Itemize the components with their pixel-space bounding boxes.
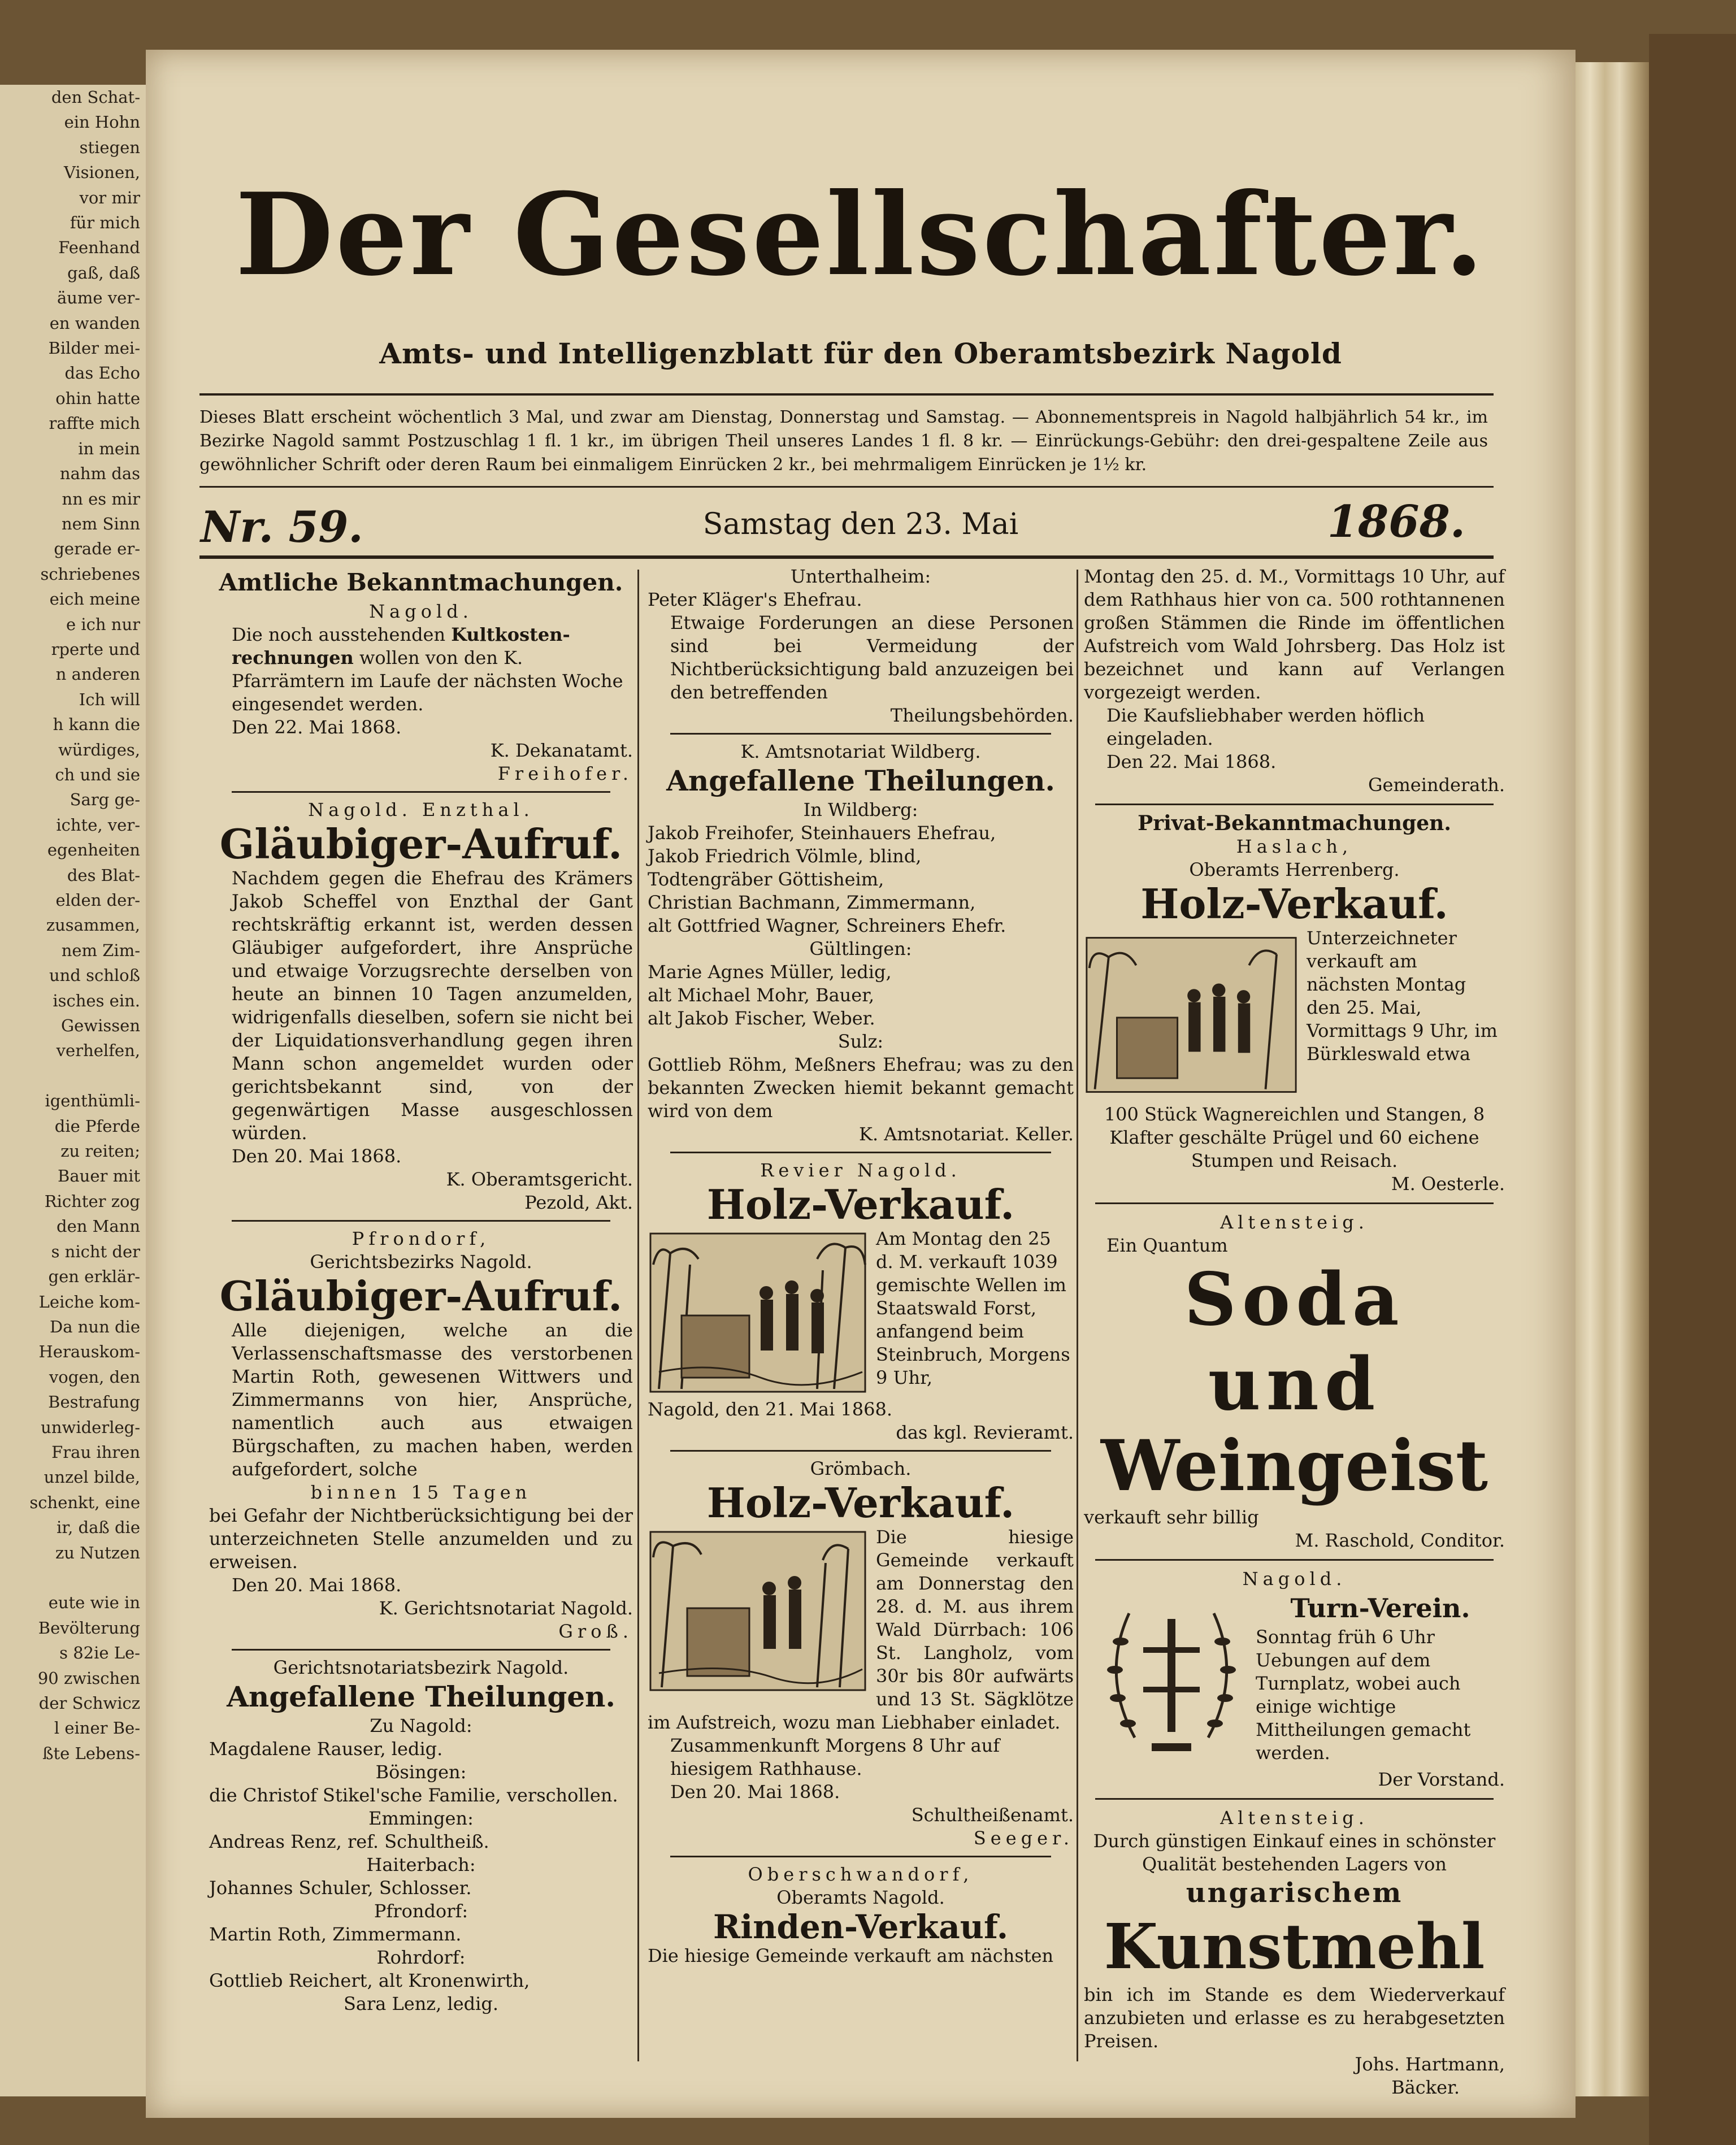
left-page-line: eute wie in	[48, 1593, 140, 1613]
left-page-line: en wanden	[49, 313, 140, 333]
notice-subplace: Sulz:	[837, 1031, 884, 1052]
notice-text: Sonntag früh 6 Uhr Uebungen auf dem Turnplatz, wobei auch einige wichtige Mittheilungen gemacht werden.	[1256, 1626, 1471, 1764]
notice-text: 100 Stück Wagnereichlen und Stangen, 8 Klafter geschälte Prügel und 60 eichene Stumpen und Reisach.	[1104, 1104, 1485, 1171]
list-item: Christian Bachmann, Zimmermann,	[648, 892, 976, 913]
issue-date: Samstag den 23. Mai	[702, 507, 1019, 541]
notice-text: Nachdem gegen die Ehefrau des Krämers Jakob Scheffel von Enzthal der Gant rechtskräftig erkannt ist, werden dessen Gläubiger aufgefordert, ihre Ansprüche und etwaige Vorzugsrechte derselben von heute an binnen 10 Tagen anzumelden, widrigenfalls dieselben, sofern sie nicht bei der Liquidationsverhandlung gegen ihren Mann schon angemeldet wurden oder gerichtsbekannt sind, von der gegenwärtigen Masse ausgeschlossen würden.	[232, 867, 633, 1144]
notice-text: Etwaige Forderungen an diese Personen sind bei Vermeidung der Nichtberücksichtigung bald anzuzeigen bei den betreffenden	[670, 612, 1074, 703]
left-page-line: zusammen,	[46, 915, 140, 935]
notice-office: K. Gerichtsnotariat Nagold.	[379, 1597, 633, 1619]
notice-signature: Freihofer.	[497, 763, 633, 784]
notice-place: Nagold.	[1242, 1568, 1347, 1590]
inheritance-list	[648, 961, 1074, 1030]
list-item: Martin Roth, Zimmermann.	[209, 1923, 462, 1945]
list-item: Todtengräber Göttisheim,	[648, 869, 884, 890]
left-page-line	[0, 1063, 148, 1088]
left-page-line: Ich will	[79, 689, 140, 709]
left-page-line: die Pferde	[54, 1116, 140, 1136]
left-page-line: und schloß	[49, 966, 140, 985]
left-page-line: stiegen	[79, 137, 140, 157]
notice-place: Altensteig.	[1220, 1807, 1369, 1829]
column-3	[1084, 565, 1505, 2099]
notice-deadline: binnen 15 Tagen	[310, 1482, 532, 1503]
woodcut-forest-illustration	[648, 1529, 868, 1693]
ad-headline: Weingeist	[1100, 1425, 1488, 1507]
notice-text: Ein Quantum	[1106, 1235, 1228, 1256]
notice-place: Altensteig.	[1220, 1212, 1369, 1233]
left-page-line: gaß, daß	[67, 263, 140, 283]
notice-place: Revier Nagold.	[760, 1160, 961, 1181]
left-page-line: des Blat-	[67, 865, 140, 885]
list-item: Zu Nagold:	[370, 1715, 472, 1736]
notice-heading: Gläubiger-Aufruf.	[219, 820, 623, 868]
left-page-line: Bilder mei-	[48, 338, 140, 358]
list-item: Gottlieb Reichert, alt Kronenwirth,	[209, 1970, 530, 1991]
notice-office: Schultheißenamt.	[911, 1804, 1074, 1826]
rule-info	[199, 486, 1494, 488]
notice-signature: Groß.	[558, 1621, 633, 1642]
list-item: alt Gottfried Wagner, Schreiners Ehefr.	[648, 915, 1006, 936]
notice-place: Gerichtsnotariatsbezirk Nagold.	[273, 1657, 569, 1678]
list-item: Bösingen:	[375, 1761, 467, 1783]
notice-place: Nagold. Enzthal.	[308, 799, 534, 820]
left-page-line: Da nun die	[49, 1317, 140, 1336]
left-page-line: igenthümli-	[45, 1091, 140, 1111]
notice-signature: M. Oesterle.	[1391, 1173, 1505, 1195]
list-item: Marie Agnes Müller, ledig,	[648, 961, 892, 983]
notice-heading: Gläubiger-Aufruf.	[219, 1272, 623, 1320]
separator	[670, 733, 1051, 735]
left-page-line: ßte Lebens-	[42, 1743, 140, 1763]
list-item: Jakob Friedrich Völmle, blind,	[648, 845, 922, 867]
separator	[1095, 1559, 1494, 1561]
notice-text: Am Montag den 25 d. M. verkauft 1039 gemischte Wellen im Staatswald Forst, anfangend beim Steinbruch, Morgens 9 Uhr,	[876, 1228, 1070, 1388]
left-page-line: für mich	[70, 213, 140, 233]
turnverein-emblem	[1095, 1591, 1248, 1766]
left-page-line: ichte, ver-	[56, 815, 140, 835]
newspaper-page	[146, 50, 1576, 2118]
notice-bold: Kultkosten-rechnungen	[232, 624, 570, 668]
separator	[670, 1152, 1051, 1153]
left-page-line: den Mann	[57, 1217, 140, 1236]
notice-signature: das kgl. Revieramt.	[896, 1422, 1074, 1443]
left-page-line: raffte mich	[49, 414, 140, 433]
column-divider-2	[1077, 570, 1078, 2061]
notice-trade: Bäcker.	[1391, 2077, 1460, 2098]
left-page-line: würdiges,	[58, 740, 140, 759]
left-page-line: vor mir	[79, 188, 140, 207]
left-page-line: Frau ihren	[51, 1442, 140, 1462]
notice-text: bin ich im Stande es dem Wiederverkauf anzubieten und erlasse es zu herabgesetzten Preisen.	[1084, 1984, 1505, 2052]
notice-text: Die hiesige Gemeinde verkauft am nächsten	[648, 1945, 1054, 1966]
ad-headline: ungarischem	[1186, 1877, 1403, 1909]
list-item: die Christof Stikel'sche Familie, verschollen.	[209, 1784, 618, 1806]
notice-text: bei Gefahr der Nichtberücksichtigung bei der unterzeichneten Stelle anzumelden und zu erweisen.	[209, 1505, 633, 1573]
list-item: alt Jakob Fischer, Weber.	[648, 1008, 875, 1029]
notice-signature: Der Vorstand.	[1378, 1769, 1505, 1790]
notice-place: Unterthalheim:	[790, 566, 931, 587]
notice-place: Oberschwandorf,	[748, 1864, 974, 1885]
rule-header	[199, 555, 1494, 559]
left-page-line: s nicht der	[51, 1241, 140, 1261]
left-page-line: vogen, den	[49, 1367, 140, 1387]
notice-heading: Angefallene Theilungen.	[666, 764, 1055, 797]
notice-name: Peter Kläger's Ehefrau.	[648, 589, 862, 610]
left-page-line: schenkt, eine	[29, 1492, 140, 1512]
left-page-line: unzel bilde,	[44, 1467, 140, 1487]
notice-place: Haslach,	[1236, 836, 1353, 857]
separator	[232, 1220, 610, 1222]
left-page-line: nn es mir	[62, 489, 140, 509]
separator	[1095, 1798, 1494, 1800]
left-page-line: verhelfen,	[56, 1041, 140, 1061]
left-page-line: schriebenes	[40, 564, 140, 584]
notice-text: verkauft sehr billig	[1084, 1506, 1259, 1528]
notice-heading: Holz-Verkauf.	[706, 1479, 1015, 1527]
column-2	[648, 565, 1074, 1968]
notice-date: Den 20. Mai 1868.	[670, 1781, 840, 1803]
page-stack-edge	[1576, 62, 1649, 2096]
separator	[232, 791, 610, 793]
subscription-info: Dieses Blatt erscheint wöchentlich 3 Mal, und zwar am Dienstag, Donnerstag und Samstag. — Abonnementspreis in Nagold halbjährlich 54 kr., im Bezirke Nagold sammt Postzuschlag 1 fl. 1 kr., im übrigen Theil unseres Landes 1 fl. 8 kr. — Einrückungs-Gebühr: den drei-gespaltene Zeile aus gewöhnlicher Schrift oder deren Raum bei einmaligem Einrücken 2 kr., bei mehrmaligem Einrücken je 1½ kr.	[199, 407, 1488, 475]
left-page-line: e ich nur	[66, 614, 140, 634]
left-page-line: äume ver-	[57, 288, 140, 308]
woodcut-forest-illustration	[1084, 930, 1299, 1100]
left-page-line: zu reiten;	[60, 1141, 140, 1161]
left-page-line: Richter zog	[44, 1191, 140, 1211]
list-item: Magdalene Rauser, ledig.	[209, 1738, 443, 1760]
masthead-title: Der Gesellschafter.	[235, 168, 1486, 301]
notice-signature: Johs. Hartmann,	[1355, 2053, 1505, 2075]
woodcut-forest-illustration	[648, 1231, 868, 1395]
left-page-text	[0, 85, 148, 1766]
notice-signature: M. Raschold, Conditor.	[1295, 1530, 1505, 1551]
rule-top	[199, 393, 1494, 396]
left-page-line: 90 zwischen	[37, 1668, 140, 1688]
notice-text: Die noch ausstehenden Kultkosten-rechnungen wollen von den K. Pfarrämtern im Laufe der nächsten Woche eingesendet werden.	[232, 624, 623, 715]
notice-date: Den 20. Mai 1868.	[232, 1145, 402, 1167]
separator	[232, 1649, 610, 1651]
notice-subplace: Oberamts Nagold.	[776, 1887, 945, 1908]
left-page-line: eich meine	[49, 589, 140, 609]
notice-text: Die hiesige Gemeinde verkauft am Donnerstag den 28. d. M. aus ihrem Wald Dürrbach: 106 St. Langholz, vom 30r bis 80r aufwärts und 13 St. Sägklötze im Aufstreich, wozu man Liebhaber einladet.	[648, 1526, 1074, 1733]
notice-heading: Turn-Verein.	[1290, 1593, 1470, 1623]
inheritance-list	[209, 1714, 633, 2016]
left-page-line	[0, 1565, 148, 1590]
issue-number: Nr. 59.	[201, 502, 363, 552]
ad-headline: Soda und	[1184, 1257, 1405, 1427]
notice-office: K. Oberamtsgericht.	[446, 1169, 633, 1190]
left-page-line: n anderen	[55, 665, 140, 684]
inheritance-list	[648, 822, 1074, 937]
notice-text: Durch günstigen Einkauf eines in schönster Qualität bestehenden Lagers von	[1093, 1830, 1496, 1875]
list-item: Rohrdorf:	[376, 1947, 466, 1968]
ad-headline: Kunstmehl	[1104, 1910, 1485, 1983]
left-page-line: den Schat-	[51, 88, 140, 107]
notice-signature: Gemeinderath.	[1368, 774, 1505, 796]
list-item: Pfrondorf:	[374, 1900, 468, 1922]
list-item: Andreas Renz, ref. Schultheiß.	[209, 1831, 489, 1852]
notice-subplace: Oberamts Herrenberg.	[1189, 859, 1400, 880]
notice-signature: Theilungsbehörden.	[890, 705, 1074, 726]
masthead-subtitle: Amts- und Intelligenzblatt für den Oberamtsbezirk Nagold	[379, 337, 1342, 370]
notice-subplace: In Wildberg:	[803, 799, 918, 820]
left-page-line: gerade er-	[54, 539, 140, 559]
left-page-line: ohin hatte	[55, 388, 140, 408]
left-page-line: Herauskom-	[38, 1342, 140, 1362]
left-page-line: Feenhand	[58, 238, 140, 258]
notice-office: K. Amtsnotariat Wildberg.	[740, 741, 981, 762]
list-item: Johannes Schuler, Schlosser.	[209, 1877, 472, 1899]
notice-date: Den 20. Mai 1868.	[232, 1574, 402, 1596]
book-cover-edge	[1649, 34, 1736, 2145]
left-page-line: Bestrafung	[48, 1392, 140, 1412]
notice-text: Zusammenkunft Morgens 8 Uhr auf hiesigem Rathhause.	[670, 1735, 1000, 1779]
left-page-line: Sarg ge-	[70, 790, 140, 810]
left-page-line: der Schwicz	[38, 1694, 140, 1713]
notice-text: Alle diejenigen, welche an die Verlassenschaftsmasse des verstorbenen Martin Roth, gewesenen Wittwers und Zimmermanns von hier, Ansprüche, namentlich auch aus etwaigen Bürgschaften, zu machen haben, werden aufgefordert, solche	[232, 1319, 633, 1480]
section-private: Privat-Bekanntmachungen.	[1138, 811, 1451, 835]
list-item: Haiterbach:	[366, 1854, 476, 1875]
separator	[670, 1450, 1051, 1452]
left-page-line: ch und sie	[55, 765, 140, 784]
notice-heading: Holz-Verkauf.	[1140, 880, 1448, 928]
notice-place: Pfrondorf,	[351, 1228, 491, 1249]
column-1	[209, 565, 633, 2016]
left-page-line: rperte und	[51, 639, 140, 659]
list-item: Emmingen:	[368, 1808, 474, 1829]
notice-subplace: Gültlingen:	[809, 938, 912, 959]
left-page-line: in mein	[78, 438, 140, 458]
separator	[1095, 804, 1494, 805]
notice-place: Grömbach.	[810, 1458, 912, 1479]
left-page-line: s 82ie Le-	[59, 1643, 140, 1663]
notice-signature: K. Amtsnotariat. Keller.	[859, 1123, 1074, 1145]
notice-heading: Angefallene Theilungen.	[227, 1680, 615, 1713]
notice-date: Den 22. Mai 1868.	[232, 717, 402, 738]
notice-signature: Pezold, Akt.	[524, 1192, 633, 1213]
notice-signature: Seeger.	[973, 1827, 1074, 1849]
left-page	[0, 85, 151, 2096]
notice-text: Unterzeichneter verkauft am nächsten Montag den 25. Mai, Vormittags 9 Uhr, im Bürkleswald etwa	[1307, 927, 1498, 1065]
left-page-line: Bauer mit	[58, 1166, 140, 1186]
left-page-line: Leiche kom-	[38, 1292, 140, 1312]
separator	[1095, 1202, 1494, 1204]
notice-place: Nagold.	[369, 601, 473, 622]
left-page-line: das Echo	[64, 363, 140, 383]
notice-text: Montag den 25. d. M., Vormittags 10 Uhr, auf dem Rathhaus hier von ca. 500 rothtannenen großen Stämmen die Rinde im öffentlichen Aufstreich vom Wald Johrsberg. Das Holz ist bezeichnet und kann auf Verlangen vorgezeigt werden.	[1084, 566, 1505, 703]
left-page-line: elden der-	[55, 891, 140, 910]
column-divider-1	[637, 570, 639, 2061]
left-page-line: nem Zim-	[61, 940, 140, 960]
list-item: alt Michael Mohr, Bauer,	[648, 984, 875, 1006]
left-page-line: zu Nutzen	[55, 1543, 140, 1562]
notice-office: K. Dekanatamt.	[490, 740, 633, 761]
section-official: Amtliche Bekanntmachungen.	[219, 568, 623, 596]
separator	[670, 1856, 1051, 1857]
list-item: Jakob Freihofer, Steinhauers Ehefrau,	[648, 822, 996, 844]
left-page-line: unwiderleg-	[41, 1417, 140, 1437]
left-page-line: nem Sinn	[61, 514, 140, 533]
left-page-line: h kann die	[53, 715, 140, 735]
left-page-line: nahm das	[59, 464, 140, 484]
left-page-line: ir, daß die	[57, 1518, 140, 1538]
left-page-line: gen erklär-	[48, 1267, 140, 1287]
left-page-line: Bevölterung	[38, 1618, 140, 1638]
left-page-line: Visionen,	[63, 163, 140, 183]
notice-text: Gottlieb Röhm, Meßners Ehefrau; was zu den bekannten Zwecken hiemit bekannt gemacht wird von dem	[648, 1054, 1074, 1122]
left-page-line: egenheiten	[47, 840, 140, 860]
left-page-line: Gewissen	[60, 1016, 140, 1036]
notice-subplace: Gerichtsbezirks Nagold.	[310, 1251, 532, 1273]
notice-text: Die Kaufsliebhaber werden höflich eingeladen.	[1106, 705, 1425, 749]
issue-year: 1868.	[1327, 496, 1465, 548]
left-page-line: ein Hohn	[64, 112, 140, 132]
list-item: Sara Lenz, ledig.	[343, 1993, 499, 2014]
left-page-line: isches ein.	[53, 991, 140, 1010]
notice-date: Nagold, den 21. Mai 1868.	[648, 1399, 893, 1420]
left-page-line: l einer Be-	[54, 1718, 140, 1738]
notice-heading: Holz-Verkauf.	[706, 1180, 1015, 1228]
notice-heading: Rinden-Verkauf.	[713, 1908, 1009, 1946]
notice-date: Den 22. Mai 1868.	[1106, 751, 1277, 772]
